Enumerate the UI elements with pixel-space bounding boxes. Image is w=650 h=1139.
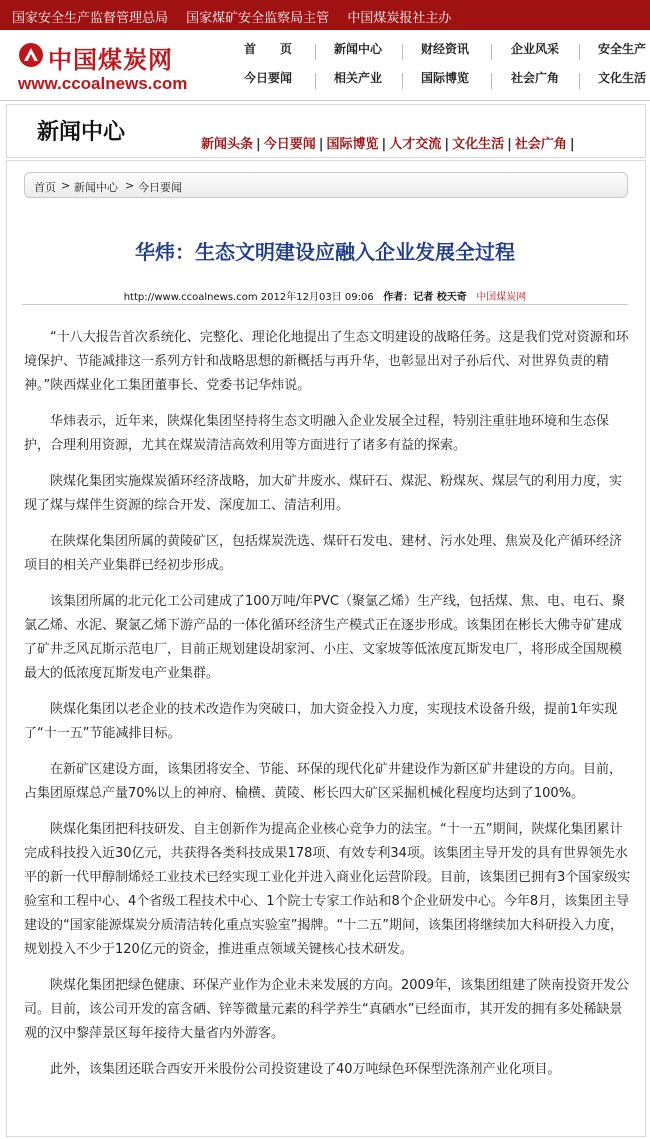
nav-today-news[interactable]: 今日要闻 [244, 71, 293, 85]
section-title: 新闻中心 [37, 119, 126, 145]
meta-source[interactable]: 中国煤炭网 [476, 292, 527, 303]
main-nav [222, 36, 650, 96]
article-paragraph: 在陕煤化集团所属的黄陵矿区，包括煤炭洗选、煤矸石发电、建材、污水处理、焦炭及化产循环经济项目的相关产业集群已经初步形成。 [24, 534, 623, 573]
section-link-talent[interactable]: 人才交流 [389, 137, 442, 152]
nav-home[interactable]: 首 页 [244, 42, 293, 56]
top-link-coal-newspaper[interactable]: 中国煤炭报社主办 [347, 11, 452, 26]
breadcrumb-news-center[interactable]: 新闻中心 [74, 181, 118, 194]
article-paragraph: “十八大报告首次系统化、完整化、理论化地提出了生态文明建设的战略任务。这是我们党对资源和环境保护、节能减排这一系列方针和战略思想的新概括与再升华，也彰显出对子孙后代、对世界负责的精神。”陕西煤业化工集团董事长、党委书记华炜说。 [24, 330, 629, 393]
nav-divider [491, 44, 492, 60]
meta-url[interactable]: http://www.ccoalnews.com [123, 292, 258, 303]
nav-finance[interactable]: 财经资讯 [421, 42, 470, 56]
nav-row-2 [222, 69, 650, 95]
nav-related-industry[interactable]: 相关产业 [334, 71, 383, 85]
link-separator: | [569, 137, 575, 152]
nav-society[interactable]: 社会广角 [511, 71, 560, 85]
top-banner-links [12, 7, 465, 26]
article-body [24, 326, 634, 1094]
chevron-right-icon: > [125, 179, 135, 192]
meta-author: 作者：记者 校天奇 [383, 292, 467, 303]
link-separator: | [318, 137, 324, 152]
top-banner [0, 0, 650, 30]
title-divider [22, 304, 628, 305]
nav-divider [315, 73, 316, 89]
nav-divider [579, 44, 580, 60]
top-link-safety-admin[interactable]: 国家安全生产监督管理总局 [12, 11, 169, 26]
link-separator: | [256, 137, 261, 152]
article-paragraph: 陕煤化集团把科技研发、自主创新作为提高企业核心竞争力的法宝。“十一五”期间，陕煤化集团累计完成科技投入近30亿元，共获得各类科技成果178项、有效专利34项。该集团主导开发的具有世界领先水平的新一代甲醇制烯烃工业技术已经实现工业化并进入商业化运营阶段。目前，该集团已拥有3个国家级实验室和工程中心、4个省级工程技术中心、1个院士专家工作站和8个企业研发中心。今年8月，该集团主导建设的“国家能源煤炭分质清洁转化重点实验室”揭牌。“十二五”期间，该集团将继续加大科研投入力度，规划投入不少于120亿元的资金，推进重点领域关键核心技术研发。 [24, 822, 631, 957]
article-paragraph: 华炜表示，近年来，陕煤化集团坚持将生态文明融入企业发展全过程，特别注重驻地环境和生态保护，合理利用资源，尤其在煤炭清洁高效利用等方面进行了诸多有益的探索。 [24, 414, 610, 453]
logo-name: 中国煤炭网 [48, 45, 173, 74]
nav-divider [491, 73, 492, 89]
link-separator: | [507, 137, 512, 152]
logo-emblem-icon [18, 42, 44, 68]
nav-enterprise[interactable]: 企业风采 [511, 42, 560, 56]
nav-international[interactable]: 国际博览 [421, 71, 470, 85]
article-paragraph: 陕煤化集团以老企业的技术改造作为突破口，加大资金投入力度，实现技术设备升级，提前1年实现了“十一五”节能减排目标。 [24, 702, 618, 741]
meta-date: 2012年12月03日 09:06 [260, 292, 374, 303]
article-paragraph: 此外，该集团还联合西安开米股份公司投资建设了40万吨绿色环保型洗涤剂产业化项目。 [50, 1062, 561, 1077]
section-header [6, 104, 646, 158]
nav-divider [402, 44, 403, 60]
nav-divider [579, 73, 580, 89]
section-link-culture[interactable]: 文化生活 [452, 137, 505, 152]
article-paragraph: 陕煤化集团把绿色健康、环保产业作为企业未来发展的方向。2009年，该集团组建了陕南投资开发公司。目前，该公司开发的富含硒、锌等微量元素的科学养生“真硒水”已经面市，其开发的拥有多处稀缺景观的汉中黎萍景区每年接待大量省内外游客。 [24, 978, 630, 1041]
article-paragraph: 该集团所属的北元化工公司建成了100万吨/年PVC（聚氯乙烯）生产线，包括煤、焦、电、电石、聚氯乙烯、水泥、聚氯乙烯下游产品的一体化循环经济生产模式正在逐步形成。该集团在彬长大佛寺矿建成了矿井乏风瓦斯示范电厂，目前正规划建设胡家河、小庄、文家坡等低浓度瓦斯发电厂，将形成全国规模最大的低浓度瓦斯发电产业集群。 [24, 594, 626, 681]
section-link-society[interactable]: 社会广角 [514, 137, 567, 152]
top-link-coal-mine-bureau[interactable]: 国家煤矿安全监察局主管 [186, 11, 330, 26]
article-paragraph: 在新矿区建设方面，该集团将安全、节能、环保的现代化矿井建设作为新区矿井建设的方向。目前，占集团原煤总产量70%以上的神府、榆横、黄陵、彬长四大矿区采掘机械化程度均达到了100%。 [24, 762, 623, 801]
nav-culture[interactable]: 文化生活 [598, 71, 647, 85]
section-link-international[interactable]: 国际博览 [326, 137, 379, 152]
link-separator: | [444, 137, 450, 152]
article-paragraph: 陕煤化集团实施煤炭循环经济战略，加大矿井废水、煤矸石、煤泥、粉煤灰、煤层气的利用力度，实现了煤与煤伴生资源的综合开发、深度加工、清洁利用。 [24, 474, 623, 513]
nav-divider [315, 44, 316, 60]
nav-row-1 [222, 40, 650, 66]
site-logo[interactable] [14, 38, 214, 96]
logo-url: www.ccoalnews.com [18, 74, 188, 93]
chevron-right-icon: > [61, 179, 71, 192]
breadcrumb-home[interactable]: 首页 [34, 181, 56, 194]
nav-news-center[interactable]: 新闻中心 [334, 42, 383, 56]
breadcrumb-today-news[interactable]: 今日要闻 [138, 181, 182, 194]
section-link-today[interactable]: 今日要闻 [263, 137, 316, 152]
link-separator: | [381, 137, 387, 152]
section-links [201, 133, 578, 152]
nav-safety[interactable]: 安全生产 [598, 42, 647, 56]
article-meta [0, 288, 650, 303]
site-header [0, 30, 650, 101]
section-link-headlines[interactable]: 新闻头条 [201, 137, 254, 152]
nav-divider [402, 73, 403, 89]
breadcrumb [24, 172, 628, 198]
article-title: 华炜：生态文明建设应融入企业发展全过程 [135, 240, 515, 264]
